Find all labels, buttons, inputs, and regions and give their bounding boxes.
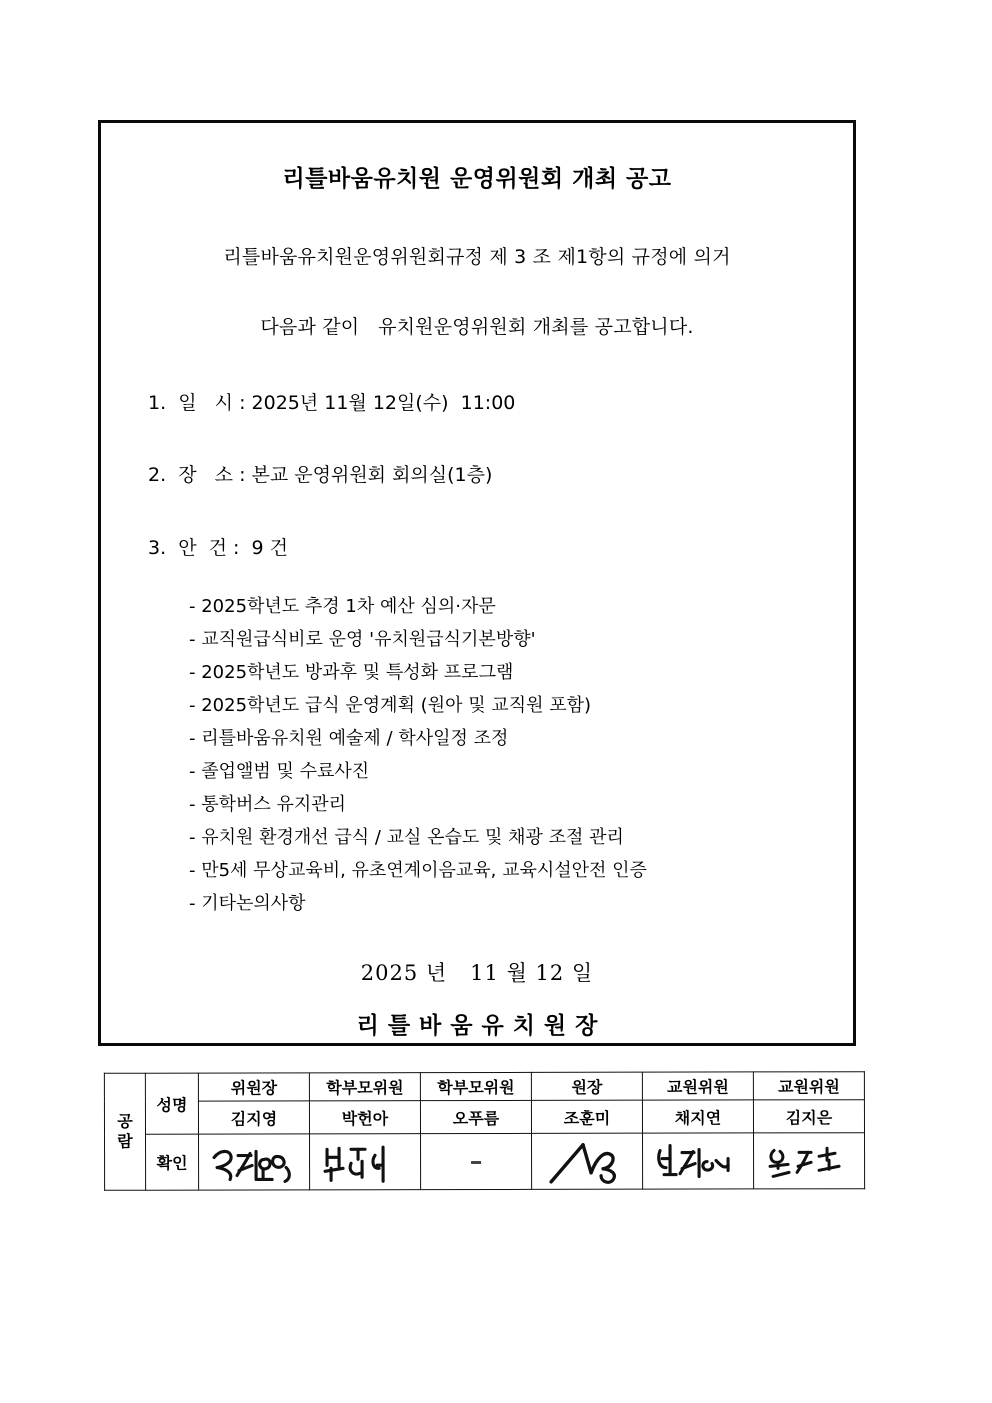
handwritten-signature-icon <box>199 1137 309 1187</box>
intro-line-announcement: 다음과 같이 유치원운영위원회 개최를 공고합니다. <box>260 316 694 339</box>
member-name: 박헌아 <box>309 1101 420 1134</box>
row-label-name: 성명 <box>145 1073 198 1134</box>
signature-block <box>101 957 853 1040</box>
member-role: 교원위원 <box>753 1072 864 1100</box>
agenda-item: - 2025학년도 추경 1차 예산 심의·자문 <box>189 595 496 617</box>
item-agenda-count: 3. 안 건 : 9 건 <box>148 537 288 560</box>
member-name: 채지연 <box>642 1100 753 1133</box>
item-datetime: 1. 일 시 : 2025년 11월 12일(수) 11:00 <box>148 391 516 414</box>
intro-line-regulation: 리틀바움유치원운영위원회규정 제 3 조 제1항의 규정에 의거 <box>223 245 731 268</box>
signature-cell-parent-member-1[interactable] <box>310 1134 421 1190</box>
agenda-item: - 교직원급식비로 운영 '유치원급식기본방향' <box>189 628 536 650</box>
signature-cell-principal[interactable] <box>532 1133 643 1189</box>
member-name: 오푸름 <box>420 1100 531 1133</box>
agenda-item: - 통학버스 유지관리 <box>189 793 347 815</box>
signature-cell-committee-chair[interactable] <box>199 1134 310 1190</box>
table-row <box>104 1100 864 1135</box>
signature-cell-teacher-member-2[interactable] <box>754 1133 865 1189</box>
issuing-organization: 리틀바움유치원장 <box>356 1012 607 1039</box>
table-row <box>104 1072 864 1102</box>
member-role: 원장 <box>531 1072 642 1100</box>
page-title: 리틀바움유치원 운영위원회 개최 공고 <box>282 166 672 192</box>
table-row <box>105 1133 865 1191</box>
agenda-list <box>101 595 853 914</box>
member-role: 위원장 <box>198 1073 309 1101</box>
gongram-char-2: 람 <box>117 1131 133 1151</box>
intro-block <box>101 243 853 342</box>
row-label-confirm: 확인 <box>146 1134 199 1190</box>
member-role: 교원위원 <box>642 1072 753 1100</box>
member-name: 김지은 <box>753 1100 864 1133</box>
notice-box <box>98 120 856 1046</box>
issue-date: 2025 년 11 월 12 일 <box>360 960 594 985</box>
agenda-item: - 2025학년도 방과후 및 특성화 프로그램 <box>189 661 514 683</box>
gongram-char-1: 공 <box>117 1111 133 1131</box>
member-name: 조훈미 <box>531 1100 642 1133</box>
section-label-gongram <box>104 1073 145 1190</box>
member-role: 학부모위원 <box>420 1072 531 1100</box>
handwritten-signature-icon <box>310 1137 420 1187</box>
agenda-item: - 기타논의사항 <box>189 892 306 914</box>
approval-table <box>104 1071 865 1191</box>
handwritten-signature-icon <box>532 1136 642 1186</box>
agenda-item: - 졸업앨범 및 수료사진 <box>189 760 370 782</box>
handwritten-signature-icon <box>754 1136 864 1186</box>
item-location: 2. 장 소 : 본교 운영위원회 회의실(1층) <box>148 464 493 487</box>
member-role: 학부모위원 <box>309 1073 420 1101</box>
member-name: 김지영 <box>198 1101 309 1134</box>
numbered-items <box>101 390 853 562</box>
signature-cell-teacher-member-1[interactable] <box>643 1133 754 1189</box>
signature-cell-parent-member-2[interactable] <box>421 1133 532 1189</box>
agenda-item: - 유치원 환경개선 급식 / 교실 온습도 및 채광 조절 관리 <box>189 826 624 848</box>
handwritten-signature-icon <box>643 1136 753 1186</box>
agenda-item: - 2025학년도 급식 운영계획 (원아 및 교직원 포함) <box>189 694 591 716</box>
agenda-item: - 만5세 무상교육비, 유초연계이음교육, 교육시설안전 인증 <box>189 859 647 881</box>
unsigned-dash-icon <box>421 1136 531 1186</box>
agenda-item: - 리틀바움유치원 예술제 / 학사일정 조정 <box>189 727 509 749</box>
